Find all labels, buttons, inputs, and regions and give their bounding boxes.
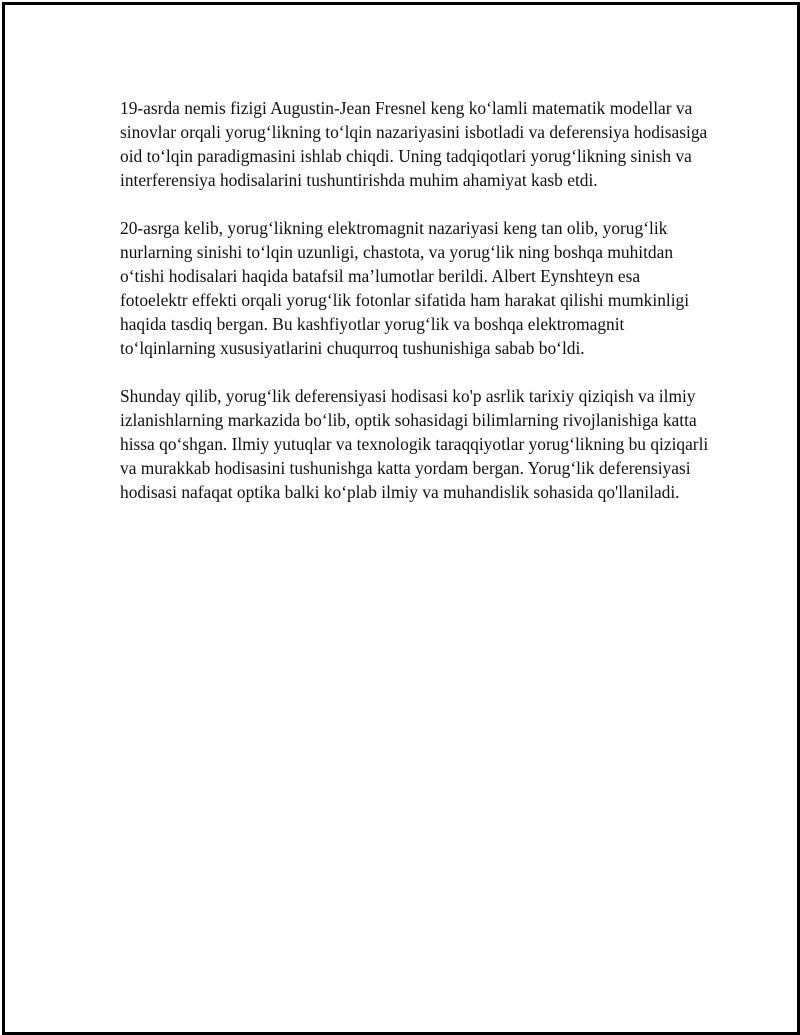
document-body <box>120 96 710 528</box>
paragraph-1: 19-asrda nemis fizigi Augustin-Jean Fresnel keng ko‘lamli matematik modellar va sinovlar orqali yorug‘likning to‘lqin nazariyasini isbotladi va deferensiya hodisasiga oid to‘lqin paradigmasini ishlab chiqdi. Uning tadqiqotlari yorug‘likning sinish va interferensiya hodisalarini tushuntirishda muhim ahamiyat kasb etdi. <box>120 98 708 190</box>
page-frame <box>2 2 800 1035</box>
paragraph-3: Shunday qilib, yorug‘lik deferensiyasi hodisasi ko'p asrlik tarixiy qiziqish va ilmiy izlanishlarning markazida bo‘lib, optik sohasidagi bilimlarning rivojlanishiga katta hissa qo‘shgan. Ilmiy yutuqlar va texnologik taraqqiyotlar yorug‘likning bu qiziqarli va murakkab hodisasini tushunishga katta yordam bergan. Yorug‘lik deferensiyasi hodisasi nafaqat optika balki ko‘plab ilmiy va muhandislik sohasida qo'llaniladi. <box>120 386 709 502</box>
paragraph-2: 20-asrga kelib, yorug‘likning elektromagnit nazariyasi keng tan olib, yorug‘lik nurlarning sinishi to‘lqin uzunligi, chastota, va yorug‘lik ning boshqa muhitdan o‘tishi hodisalari haqida batafsil ma’lumotlar berildi. Albert Eynshteyn esa fotoelektr effekti orqali yorug‘lik fotonlar sifatida ham harakat qilishi mumkinligi haqida tasdiq bergan. Bu kashfiyotlar yorug‘lik va boshqa elektromagnit to‘lqinlarning xususiyatlarini chuqurroq tushunishiga sabab bo‘ldi. <box>120 218 690 358</box>
